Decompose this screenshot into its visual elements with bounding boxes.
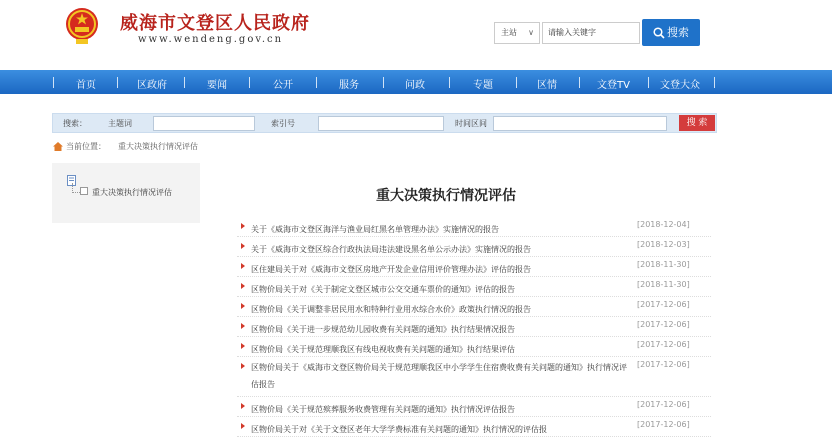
sidebar [52, 163, 200, 223]
list-item-date: [2017-12-06] [637, 320, 690, 329]
search-scope-value: 主站 [501, 28, 517, 37]
bullet-arrow-icon [241, 223, 245, 229]
time-range-input[interactable] [493, 116, 667, 131]
nav-divider [516, 77, 517, 88]
bullet-arrow-icon [241, 243, 245, 249]
search-input[interactable]: 请输入关键字 [542, 22, 640, 44]
search-button[interactable] [642, 19, 700, 46]
breadcrumb-label: 当前位置： [66, 142, 106, 151]
filter-index-label: 索引号 [271, 119, 295, 128]
search-icon [653, 27, 665, 39]
nav-divider [579, 77, 580, 88]
list-item[interactable] [237, 297, 711, 317]
nav-item-wendeng-public[interactable]: 文登大众 [660, 80, 700, 91]
list-item-title[interactable]: 区住建局关于对《威海市文登区房地产开发企业信用评价管理办法》评估的报告 [251, 265, 531, 274]
nav-divider [249, 77, 250, 88]
bullet-arrow-icon [241, 283, 245, 289]
nav-item-service[interactable]: 服务 [339, 80, 359, 91]
tree-node-icon [80, 187, 88, 195]
bullet-arrow-icon [241, 363, 245, 369]
nav-item-news[interactable]: 要闻 [207, 80, 227, 91]
nav-divider [316, 77, 317, 88]
list-item-date: [2018-11-30] [637, 280, 690, 289]
bullet-arrow-icon [241, 323, 245, 329]
list-item-date: [2017-12-06] [637, 420, 690, 429]
list-item[interactable] [237, 357, 711, 397]
nav-item-government[interactable]: 区政府 [137, 80, 167, 91]
breadcrumb-current[interactable]: 重大决策执行情况评估 [118, 142, 198, 151]
bullet-arrow-icon [241, 423, 245, 429]
bullet-arrow-icon [241, 303, 245, 309]
subject-input[interactable] [153, 116, 255, 131]
list-item[interactable] [237, 277, 711, 297]
main-nav [0, 70, 832, 94]
list-item-title[interactable]: 区物价局关于对《关于制定文登区城市公交交通车票价的通知》评估的报告 [251, 285, 515, 294]
list-item-date: [2018-11-30] [637, 260, 690, 269]
nav-divider [648, 77, 649, 88]
nav-divider [449, 77, 450, 88]
search-button-label: 搜索 [667, 26, 689, 39]
list-item-date: [2017-12-06] [637, 400, 690, 409]
list-item[interactable] [237, 397, 711, 417]
nav-divider [714, 77, 715, 88]
tree-connector [72, 183, 80, 193]
list-item[interactable] [237, 257, 711, 277]
nav-item-public[interactable]: 公开 [273, 80, 293, 91]
list-item-title[interactable]: 区物价局《关于进一步规范幼儿园收费有关问题的通知》执行结果情况报告 [251, 325, 515, 334]
site-header [0, 0, 832, 70]
list-item-title[interactable]: 区物价局《关于规范殡葬服务收费管理有关问题的通知》执行情况评估报告 [251, 405, 515, 414]
filter-bar [52, 113, 717, 133]
article-list [237, 217, 711, 437]
nav-item-topics[interactable]: 专题 [473, 80, 493, 91]
nav-divider [184, 77, 185, 88]
sidebar-item-decision-evaluation[interactable]: 重大决策执行情况评估 [92, 188, 172, 197]
search-scope-select[interactable] [494, 22, 540, 44]
bullet-arrow-icon [241, 263, 245, 269]
list-item[interactable] [237, 337, 711, 357]
list-item-date: [2017-12-06] [637, 360, 690, 369]
nav-item-home[interactable]: 首页 [76, 80, 96, 91]
list-item-title[interactable]: 区物价局关于《威海市文登区物价局关于规范理顺我区中小学学生住宿费收费有关问题的通知》执行情况评估报告 [251, 363, 627, 389]
list-item[interactable] [237, 417, 711, 437]
list-item-title[interactable]: 区物价局《关于规范理顺我区有线电视收费有关问题的通知》执行结果评估 [251, 345, 515, 354]
list-item[interactable] [237, 317, 711, 337]
list-item-title[interactable]: 关于《威海市文登区综合行政执法局违法建设黑名单公示办法》实施情况的报告 [251, 245, 531, 254]
site-title[interactable]: 威海市文登区人民政府 [120, 13, 310, 34]
filter-search-label: 搜索： [63, 119, 87, 128]
bullet-arrow-icon [241, 343, 245, 349]
list-item-title[interactable]: 区物价局《关于调整非居民用水和特种行业用水综合水价》政策执行情况的报告 [251, 305, 531, 314]
list-item-title[interactable]: 区物价局关于对《关于文登区老年大学学费标准有关问题的通知》执行情况的评估报 [251, 425, 547, 434]
page-title: 重大决策执行情况评估 [376, 188, 516, 204]
national-emblem-icon [62, 6, 102, 46]
filter-subject-label: 主题词 [108, 119, 132, 128]
index-input[interactable] [318, 116, 444, 131]
filter-search-button[interactable]: 搜 索 [679, 115, 715, 131]
chevron-down-icon: ∨ [528, 28, 534, 37]
list-item-date: [2018-12-03] [637, 240, 690, 249]
nav-divider [117, 77, 118, 88]
nav-item-district-info[interactable]: 区情 [537, 80, 557, 91]
filter-time-label: 时间区间 [455, 119, 487, 128]
nav-item-wendeng-tv[interactable]: 文登TV [597, 80, 630, 91]
bullet-arrow-icon [241, 403, 245, 409]
nav-divider [383, 77, 384, 88]
main-content [211, 163, 711, 438]
site-domain: www.wendeng.gov.cn [138, 34, 284, 45]
list-item-date: [2017-12-06] [637, 340, 690, 349]
list-item-date: [2018-12-04] [637, 220, 690, 229]
breadcrumb [53, 141, 198, 153]
list-item[interactable] [237, 237, 711, 257]
list-item[interactable] [237, 217, 711, 237]
nav-divider [53, 77, 54, 88]
home-icon [53, 142, 63, 153]
list-item-title[interactable]: 关于《威海市文登区海洋与渔业局红黑名单管理办法》实施情况的报告 [251, 225, 499, 234]
list-item-date: [2017-12-06] [637, 300, 690, 309]
nav-item-inquiry[interactable]: 问政 [405, 80, 425, 91]
